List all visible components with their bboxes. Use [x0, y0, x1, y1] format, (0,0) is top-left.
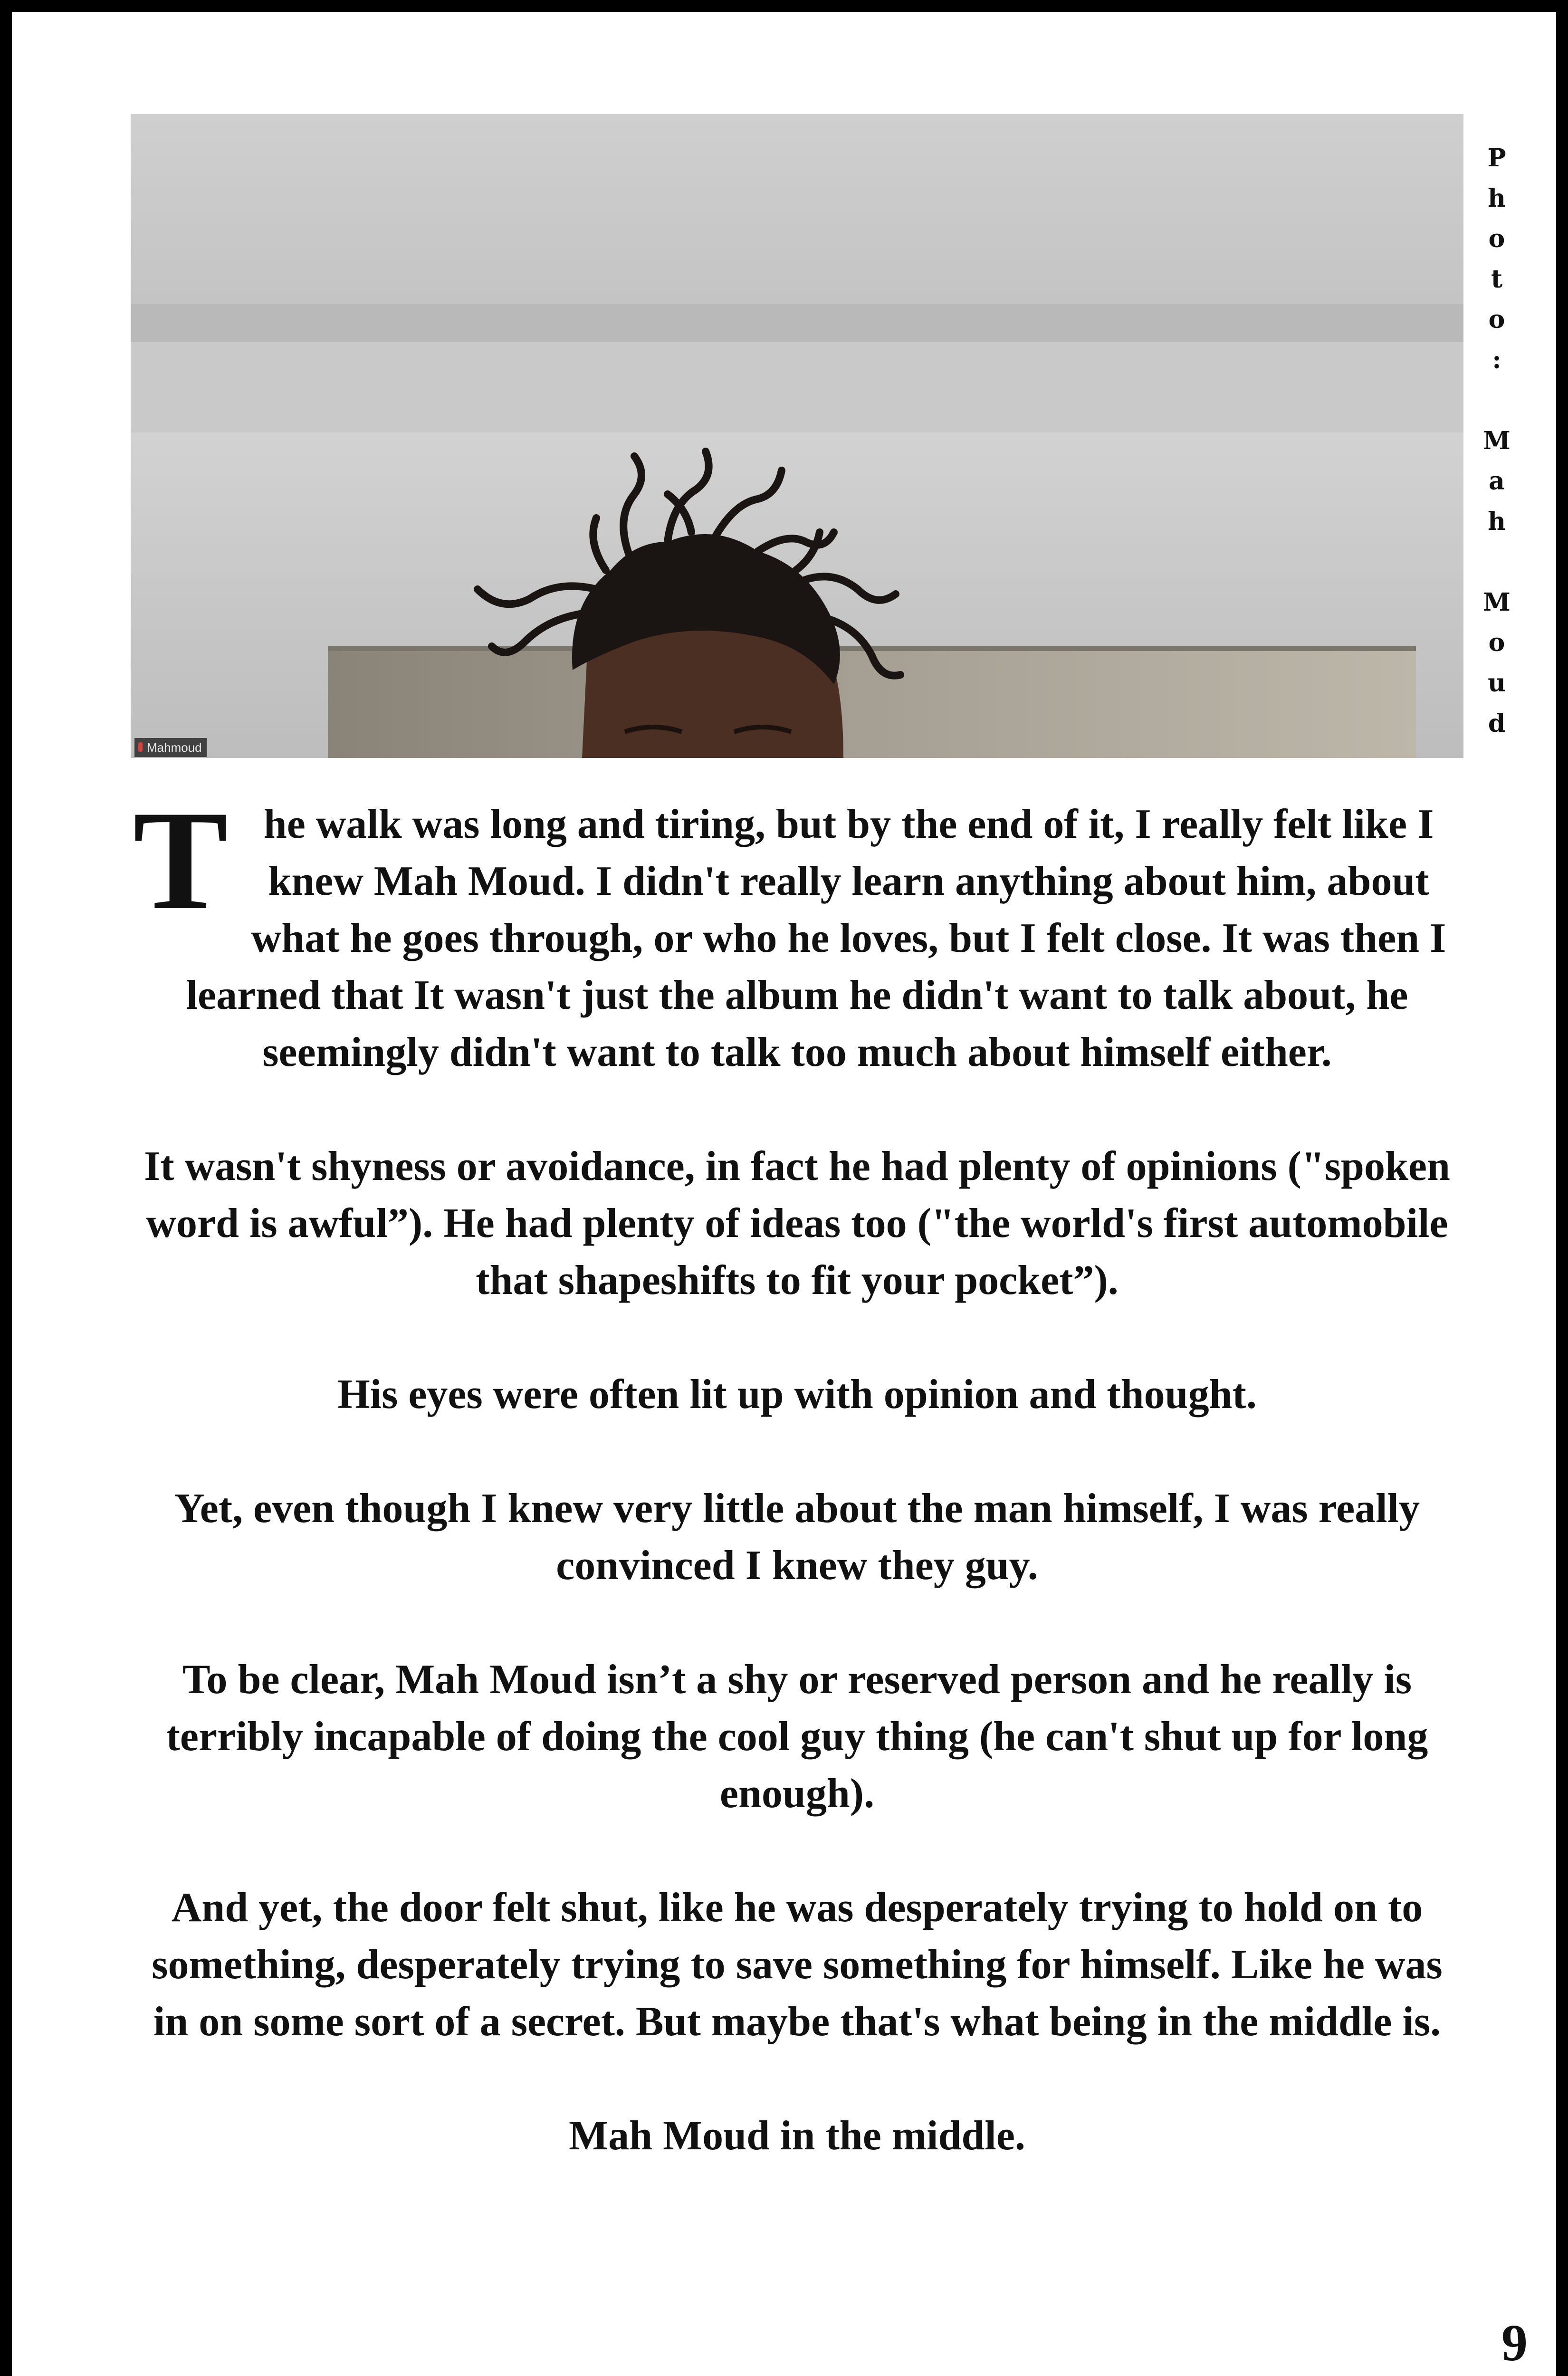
- credit-letter: :: [1492, 345, 1501, 374]
- credit-letter: o: [1488, 628, 1505, 657]
- credit-letter: M: [1483, 426, 1511, 455]
- credit-letter: u: [1488, 669, 1506, 698]
- paragraph-closing: Mah Moud in the middle.: [569, 2113, 1025, 2159]
- credit-letter: [1473, 380, 1520, 421]
- participant-name: Mahmoud: [147, 740, 202, 755]
- photo-credit: [1473, 138, 1520, 744]
- microphone-icon: [138, 742, 143, 752]
- paragraph: It wasn't shyness or avoidance, in fact he had plenty of opinions ("spoken word is awful”). He had plenty of ideas too ("the world's first automobile that shapeshifts to fit your pocket”).: [144, 1143, 1450, 1303]
- article-body: [131, 781, 1463, 2222]
- video-call-photo: [131, 114, 1463, 758]
- drop-cap: T: [133, 781, 229, 939]
- paragraph-text: he walk was long and tiring, but by the end of it, I really felt like I knew Mah Moud. I didn't really learn anything about him, about what he goes through, or who he loves, but I felt close. It was then I learned that It wasn't just the album he didn't want to talk about, he seemingly didn't want to talk too much about himself either.: [186, 801, 1446, 1075]
- credit-letter: M: [1483, 588, 1511, 617]
- credit-letter: h: [1488, 184, 1506, 213]
- credit-letter: o: [1488, 224, 1505, 253]
- credit-letter: h: [1488, 507, 1506, 536]
- paragraph: His eyes were often lit up with opinion and thought.: [337, 1371, 1257, 1418]
- paragraph-intro: [131, 781, 1463, 1081]
- page-number: 9: [1501, 2314, 1528, 2372]
- participant-name-tag: [134, 738, 207, 757]
- credit-letter: t: [1491, 265, 1503, 294]
- paragraph: To be clear, Mah Moud isn’t a shy or reserved person and he really is terribly incapable of doing the cool guy thing (he can't shut up for long enough).: [166, 1657, 1428, 1817]
- paragraph: Yet, even though I knew very little about the man himself, I was really convinced I knew they guy.: [174, 1485, 1420, 1589]
- credit-letter: [1473, 542, 1520, 582]
- credit-letter: P: [1487, 144, 1506, 172]
- credit-letter: a: [1489, 467, 1505, 496]
- paragraph: And yet, the door felt shut, like he was desperately trying to hold on to something, desperately trying to save something for himself. Like he was in on some sort of a secret. But maybe that's what being in the middle is.: [152, 1885, 1443, 2045]
- portrait-image: [131, 114, 1463, 758]
- credit-letter: d: [1488, 709, 1506, 738]
- credit-letter: o: [1488, 305, 1505, 334]
